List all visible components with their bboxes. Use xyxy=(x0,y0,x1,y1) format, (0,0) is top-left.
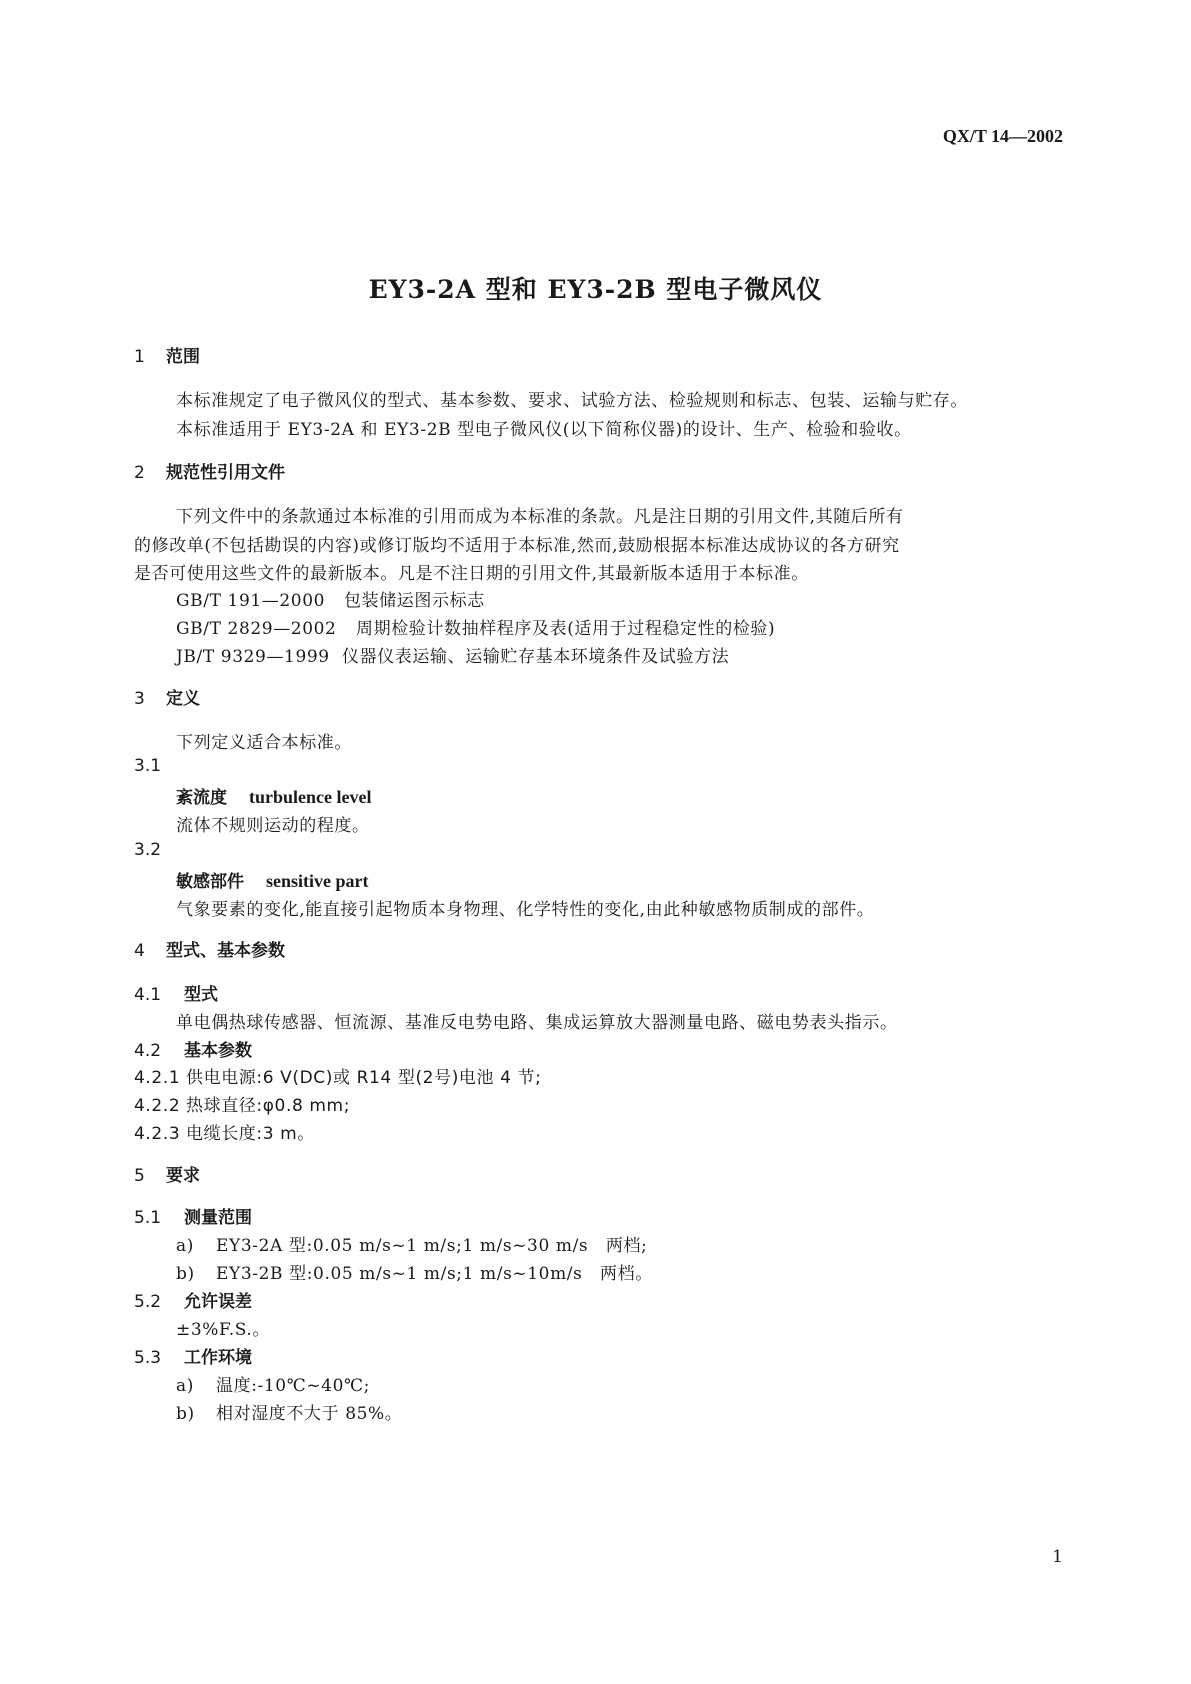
paragraph: 本标准规定了电子微风仪的型式、基本参数、要求、试验方法、检验规则和标志、包装、运输与贮存。 xyxy=(176,391,968,411)
reference-title: 周期检验计数抽样程序及表(适用于过程稳定性的检验) xyxy=(356,619,776,639)
section-number: 5 xyxy=(134,1166,145,1186)
clause-number: 3.2 xyxy=(134,840,162,860)
subsection-number: 5.2 xyxy=(134,1292,162,1312)
subsection-heading xyxy=(134,980,218,1005)
section-number: 4 xyxy=(134,941,145,961)
paragraph: ±3%F.S.。 xyxy=(176,1320,271,1340)
section-title: 型式、基本参数 xyxy=(166,941,285,961)
parameter-item xyxy=(134,1063,541,1088)
section-number: 1 xyxy=(134,347,145,367)
subsection-number: 4.1 xyxy=(134,985,162,1005)
subsection-heading xyxy=(134,1036,252,1061)
subsection-title: 允许误差 xyxy=(184,1292,252,1312)
section-number: 2 xyxy=(134,463,145,483)
term-en: turbulence level xyxy=(249,787,372,807)
section-title: 定义 xyxy=(166,689,200,709)
reference-item xyxy=(176,642,729,667)
reference-item xyxy=(176,614,775,639)
section-3-heading xyxy=(134,684,200,709)
term-definition: 气象要素的变化,能直接引起物质本身物理、化学特性的变化,由此种敏感物质制成的部件。 xyxy=(176,900,875,920)
list-item xyxy=(176,1259,653,1284)
list-text: EY3-2A 型:0.05 m/s~1 m/s;1 m/s~30 m/s 两档; xyxy=(216,1236,648,1256)
section-2-heading xyxy=(134,458,285,483)
item-number: 4.2.3 xyxy=(134,1124,181,1144)
section-title: 范围 xyxy=(166,347,200,367)
reference-code: JB/T 9329—1999 xyxy=(176,647,330,667)
subsection-title: 基本参数 xyxy=(184,1041,252,1061)
parameter-item xyxy=(134,1091,350,1116)
parameter-item xyxy=(134,1119,315,1144)
list-item xyxy=(176,1371,370,1396)
standard-code: QX/T 14—2002 xyxy=(942,126,1063,146)
subsection-number: 4.2 xyxy=(134,1041,162,1061)
reference-code: GB/T 191—2000 xyxy=(176,591,326,611)
item-text: 电缆长度:3 m。 xyxy=(186,1124,315,1144)
section-5-heading xyxy=(134,1161,200,1186)
section-title: 要求 xyxy=(166,1166,200,1186)
list-text: EY3-2B 型:0.05 m/s~1 m/s;1 m/s~10m/s 两档。 xyxy=(216,1264,653,1284)
reference-title: 仪器仪表运输、运输贮存基本环境条件及试验方法 xyxy=(342,647,730,667)
page-number: 1 xyxy=(1052,1547,1063,1567)
document-title: EY3-2A 型和 EY3-2B 型电子微风仪 xyxy=(368,275,823,304)
subsection-heading xyxy=(134,1203,252,1228)
subsection-title: 测量范围 xyxy=(184,1208,252,1228)
list-marker: a) xyxy=(176,1236,194,1256)
subsection-heading xyxy=(134,1287,252,1312)
paragraph: 本标准适用于 EY3-2A 和 EY3-2B 型电子微风仪(以下简称仪器)的设计、生产、检验和验收。 xyxy=(176,420,912,440)
subsection-number: 5.3 xyxy=(134,1348,162,1368)
list-marker: b) xyxy=(176,1404,195,1424)
section-4-heading xyxy=(134,936,285,961)
item-number: 4.2.2 xyxy=(134,1096,181,1116)
reference-item xyxy=(176,586,485,611)
term-definition: 流体不规则运动的程度。 xyxy=(176,816,370,836)
paragraph: 下列定义适合本标准。 xyxy=(176,733,352,753)
term-en: sensitive part xyxy=(266,871,369,891)
list-marker: b) xyxy=(176,1264,195,1284)
paragraph: 的修改单(不包括勘误的内容)或修订版均不适用于本标准,然而,鼓励根据本标准达成协议的各方研究 xyxy=(134,536,900,556)
list-text: 温度:-10℃~40℃; xyxy=(216,1376,370,1396)
term-zh: 敏感部件 xyxy=(176,872,244,892)
reference-title: 包装储运图示标志 xyxy=(344,591,485,611)
list-item xyxy=(176,1399,402,1424)
section-number: 3 xyxy=(134,689,145,709)
item-text: 热球直径:φ0.8 mm; xyxy=(186,1096,351,1116)
reference-code: GB/T 2829—2002 xyxy=(176,619,337,639)
list-marker: a) xyxy=(176,1376,194,1396)
list-text: 相对湿度不大于 85%。 xyxy=(216,1404,403,1424)
section-title: 规范性引用文件 xyxy=(166,463,285,483)
list-item xyxy=(176,1231,647,1256)
subsection-title: 工作环境 xyxy=(184,1348,252,1368)
paragraph: 单电偶热球传感器、恒流源、基准反电势电路、集成运算放大器测量电路、磁电势表头指示。 xyxy=(176,1013,898,1033)
subsection-title: 型式 xyxy=(184,985,218,1005)
subsection-number: 5.1 xyxy=(134,1208,162,1228)
clause-number: 3.1 xyxy=(134,756,162,776)
paragraph: 下列文件中的条款通过本标准的引用而成为本标准的条款。凡是注日期的引用文件,其随后所有 xyxy=(176,507,904,527)
term-entry xyxy=(176,783,371,808)
item-number: 4.2.1 xyxy=(134,1068,181,1088)
term-entry xyxy=(176,867,369,892)
item-text: 供电电源:6 V(DC)或 R14 型(2号)电池 4 节; xyxy=(186,1068,542,1088)
section-1-heading xyxy=(134,342,200,367)
subsection-heading xyxy=(134,1343,252,1368)
paragraph: 是否可使用这些文件的最新版本。凡是不注日期的引用文件,其最新版本适用于本标准。 xyxy=(134,564,809,584)
term-zh: 紊流度 xyxy=(176,788,227,808)
